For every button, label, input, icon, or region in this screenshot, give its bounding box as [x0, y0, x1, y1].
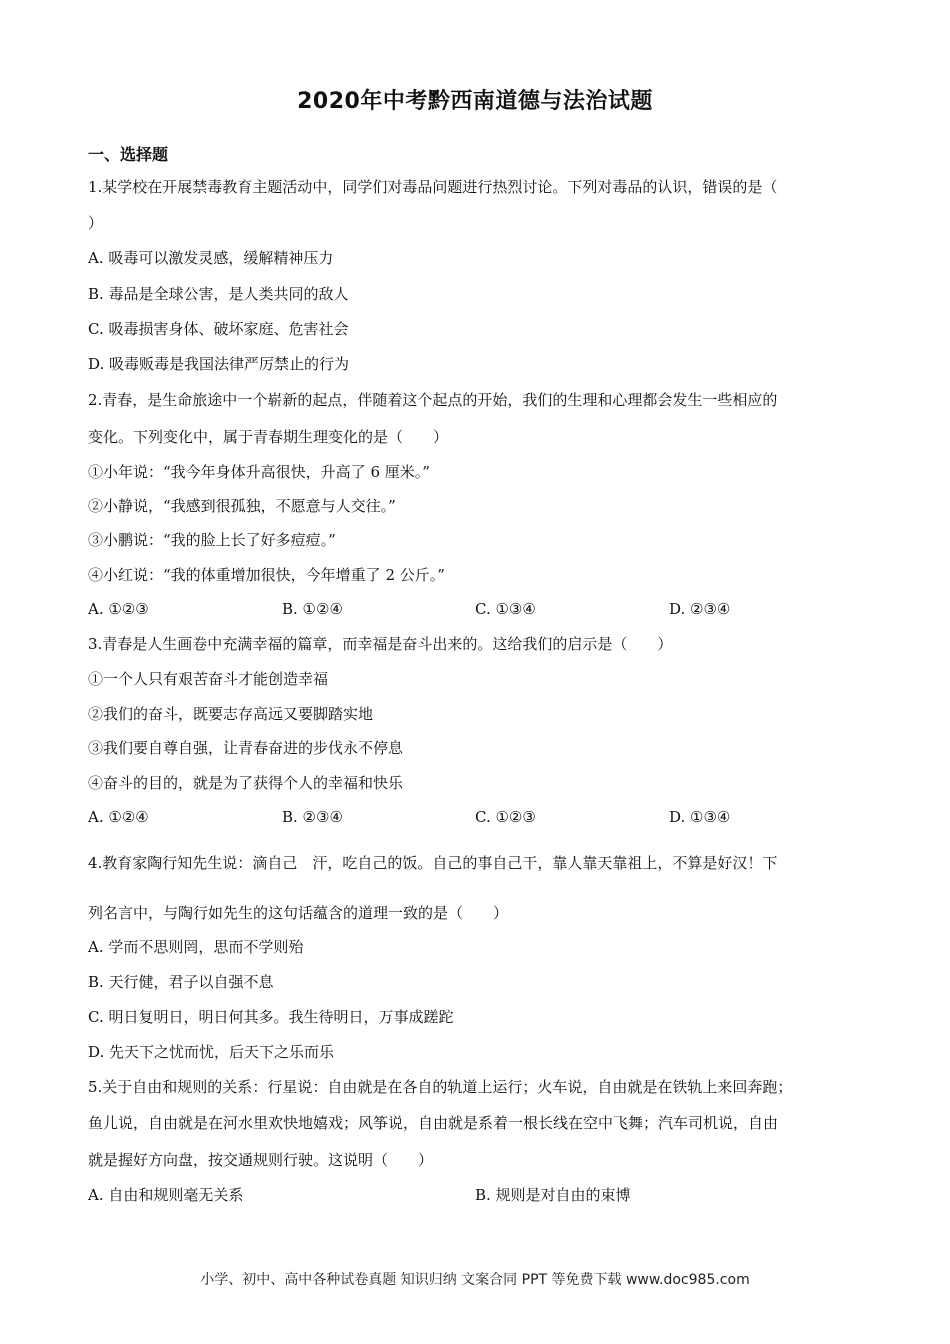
q1-option-d: D. 吸毒贩毒是我国法律严厉禁止的行为: [88, 355, 350, 373]
q3-statement-4: ④奋斗的目的，就是为了获得个人的幸福和快乐: [88, 774, 404, 792]
q4-option-d: D. 先天下之忧而忧，后天下之乐而乐: [88, 1043, 335, 1061]
section-heading: 一、选择题: [88, 145, 169, 164]
q4-stem-line-1: 4.教育家陶行知先生说：滴自己 汗，吃自己的饭。自己的事自己干，靠人靠天靠祖上，不算是好汉！下: [88, 854, 778, 872]
q5-stem-line-1: 5.关于自由和规则的关系：行星说：自由就是在各自的轨道上运行；火车说，自由就是在铁轨上来回奔跑；: [88, 1078, 793, 1096]
q3-option-d: D. ①③④: [669, 808, 731, 826]
q5-stem-line-2: 鱼儿说，自由就是在河水里欢快地嬉戏；风筝说，自由就是系着一根长线在空中飞舞；汽车司机说，自由: [88, 1114, 779, 1132]
q1-stem-line-2: ）: [88, 214, 104, 232]
q2-stem-line-1: 2.青春，是生命旅途中一个崭新的起点，伴随着这个起点的开始，我们的生理和心理都会发生一些相应的: [88, 391, 778, 409]
q2-option-c: C. ①③④: [475, 600, 536, 618]
q3-stem-line-1: 3.青春是人生画卷中充满幸福的篇章，而幸福是奋斗出来的。这给我们的启示是（ ）: [88, 635, 673, 653]
q1-option-c: C. 吸毒损害身体、破坏家庭、危害社会: [88, 320, 349, 338]
q2-statement-3: ③小鹏说：“我的脸上长了好多痘痘。”: [88, 531, 336, 549]
q4-option-b: B. 天行健，君子以自强不息: [88, 973, 274, 991]
q1-option-b: B. 毒品是全球公害，是人类共同的敌人: [88, 285, 349, 303]
q2-statement-1: ①小年说：“我今年身体升高很快，升高了 6 厘米。”: [88, 463, 430, 481]
q4-option-a: A. 学而不思则罔，思而不学则殆: [88, 938, 304, 956]
q2-statement-4: ④小红说：“我的体重增加很快，今年增重了 2 公斤。”: [88, 566, 445, 584]
q5-option-a: A. 自由和规则毫无关系: [88, 1186, 244, 1204]
q3-option-b: B. ②③④: [282, 808, 343, 826]
q2-option-a: A. ①②③: [88, 600, 149, 618]
q3-statement-3: ③我们要自尊自强，让青春奋进的步伐永不停息: [88, 739, 404, 757]
q4-stem-line-2: 列名言中，与陶行如先生的这句话蕴含的道理一致的是（ ）: [88, 904, 509, 922]
q3-option-c: C. ①②③: [475, 808, 536, 826]
q2-option-b: B. ①②④: [282, 600, 343, 618]
q3-statement-2: ②我们的奋斗，既要志存高远又要脚踏实地: [88, 705, 374, 723]
page-title: 2020年中考黔西南道德与法治试题: [297, 89, 653, 114]
q2-stem-line-2: 变化。下列变化中，属于青春期生理变化的是（ ）: [88, 428, 449, 446]
footer-banner: 小学、初中、高中各种试卷真题 知识归纳 文案合同 PPT 等免费下载 www.doc985.com: [200, 1272, 750, 1288]
q2-statement-2: ②小静说，“我感到很孤独，不愿意与人交往。”: [88, 497, 396, 515]
q1-stem-line-1: 1.某学校在开展禁毒教育主题活动中，同学们对毒品问题进行热烈讨论。下列对毒品的认识，错误的是（: [88, 178, 778, 196]
q3-option-a: A. ①②④: [88, 808, 149, 826]
q5-stem-line-3: 就是握好方向盘，按交通规则行驶。这说明（ ）: [88, 1151, 434, 1169]
q1-option-a: A. 吸毒可以激发灵感，缓解精神压力: [88, 249, 334, 267]
q4-option-c: C. 明日复明日，明日何其多。我生待明日，万事成蹉跎: [88, 1008, 454, 1026]
q3-statement-1: ①一个人只有艰苦奋斗才能创造幸福: [88, 670, 329, 688]
q5-option-b: B. 规则是对自由的束博: [475, 1186, 631, 1204]
q2-option-d: D. ②③④: [669, 600, 731, 618]
